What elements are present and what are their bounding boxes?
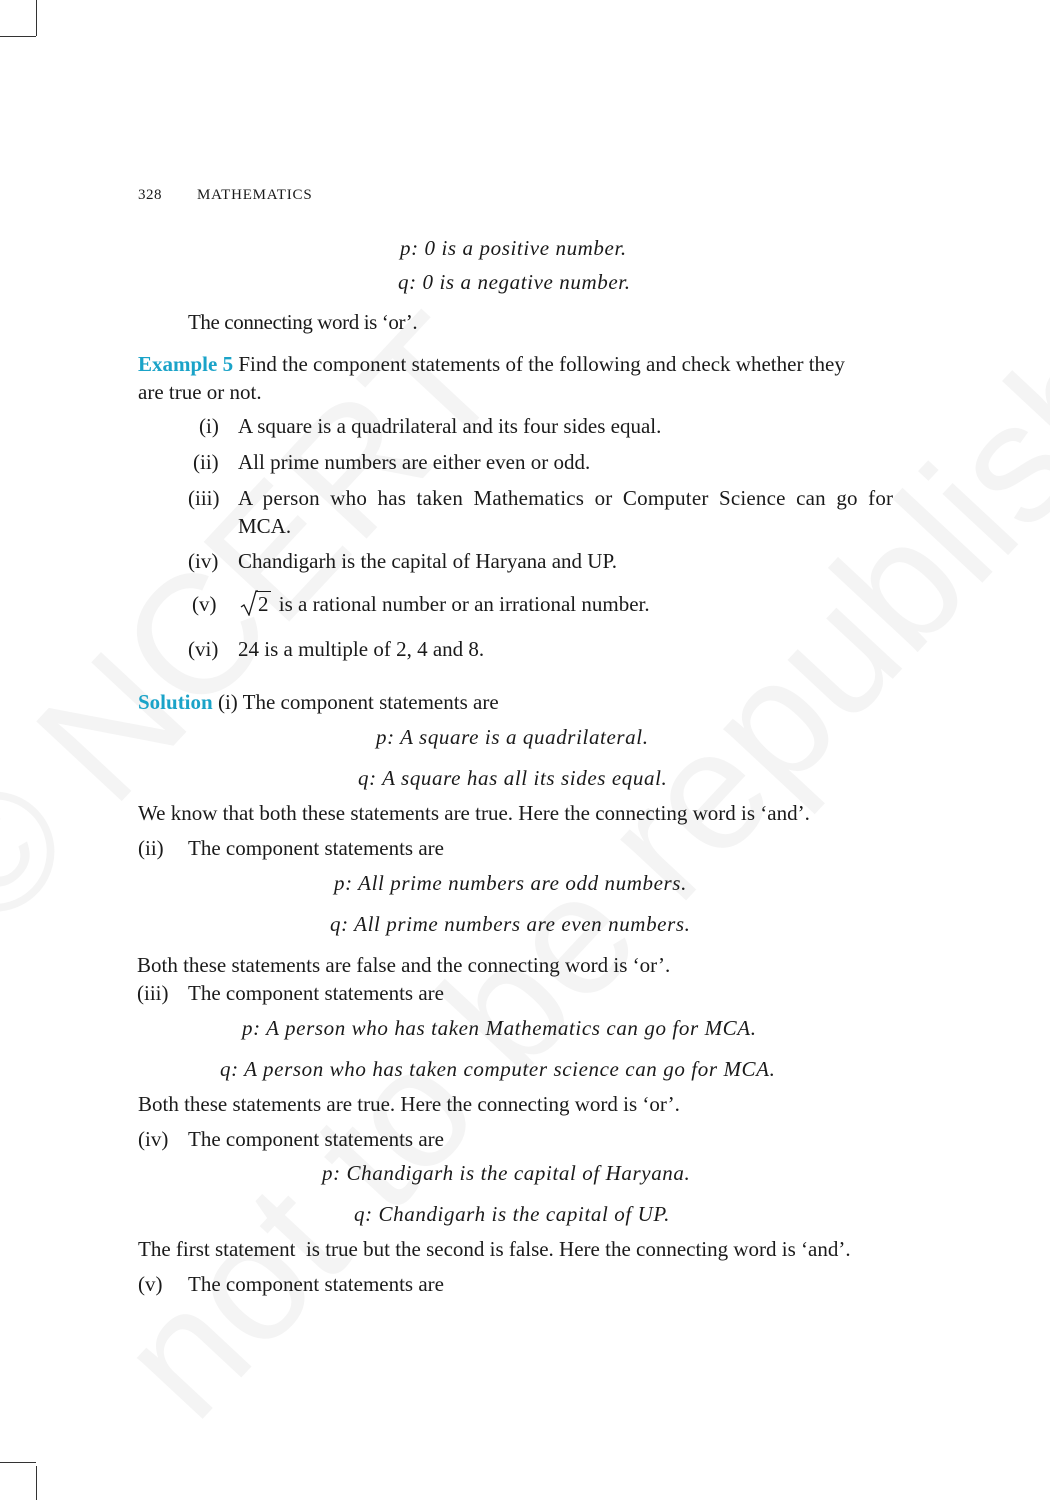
- example-label: Example 5: [138, 352, 234, 376]
- solution-iv-q: q: Chandigarh is the capital of UP.: [354, 1202, 670, 1226]
- example-item-text: 24 is a multiple of 2, 4 and 8.: [238, 637, 485, 661]
- solution-part-number: (iii): [137, 981, 169, 1005]
- example-item-number: (vi): [188, 637, 219, 661]
- example-item-text: is a rational number or an irrational number.: [278, 592, 650, 616]
- solution-iii-conclusion: Both these statements are true. Here the connecting word is ‘or’.: [138, 1092, 680, 1116]
- example-item-text-continued: MCA.: [238, 514, 292, 538]
- solution-iv-p: p: Chandigarh is the capital of Haryana.: [322, 1161, 691, 1185]
- example-item-text: Chandigarh is the capital of Haryana and UP.: [238, 549, 618, 573]
- example-item-number: (i): [199, 414, 219, 438]
- solution-part-number: (v): [138, 1272, 163, 1296]
- example-item-number: (ii): [193, 450, 219, 474]
- solution-part-intro: The component statements are: [188, 1127, 444, 1151]
- crop-mark-top-v: [36, 0, 37, 36]
- solution-part-intro: The component statements are: [188, 836, 444, 860]
- example-item-number: (iii): [188, 486, 220, 510]
- solution-i-conclusion: We know that both these statements are true. Here the connecting word is ‘and’.: [138, 801, 810, 825]
- example-item-text: A person who has taken Mathematics or Computer Science can go for: [238, 486, 894, 510]
- crop-mark-bottom-h: [0, 1462, 36, 1463]
- example-text-line1: Find the component statements of the following and check whether they: [238, 352, 845, 376]
- intro-statement-p: p: 0 is a positive number.: [400, 236, 627, 260]
- solution-label: Solution: [138, 690, 213, 714]
- solution-heading: [138, 690, 499, 715]
- solution-ii-conclusion: Both these statements are false and the connecting word is ‘or’.: [137, 953, 671, 977]
- solution-part-intro: The component statements are: [188, 1272, 444, 1296]
- solution-iii-p: p: A person who has taken Mathematics can go for MCA.: [242, 1016, 757, 1040]
- example-heading: [138, 352, 845, 377]
- solution-ii-p: p: All prime numbers are odd numbers.: [334, 871, 687, 895]
- solution-part-number: (iv): [138, 1127, 169, 1151]
- intro-statement-q: q: 0 is a negative number.: [398, 270, 631, 294]
- solution-i-p: p: A square is a quadrilateral.: [376, 725, 649, 749]
- example-text-line2: are true or not.: [138, 380, 262, 404]
- solution-iv-conclusion: The first statement is true but the second is false. Here the connecting word is ‘and’.: [138, 1237, 851, 1261]
- crop-mark-top-h: [0, 36, 36, 37]
- example-item-text: All prime numbers are either even or odd.: [238, 450, 591, 474]
- solution-iii-q: q: A person who has taken computer science can go for MCA.: [220, 1057, 776, 1081]
- solution-part-number: (ii): [138, 836, 164, 860]
- solution-ii-q: q: All prime numbers are even numbers.: [330, 912, 691, 936]
- solution-i-q: q: A square has all its sides equal.: [358, 766, 668, 790]
- page-number: 328: [138, 187, 162, 203]
- square-root-icon: [240, 590, 258, 616]
- page-header-title: MATHEMATICS: [197, 187, 313, 203]
- example-item-text-sqrt: [240, 592, 650, 617]
- solution-part-intro: The component statements are: [242, 690, 499, 714]
- example-item-number: (v): [192, 592, 217, 616]
- example-item-number: (iv): [188, 549, 219, 573]
- solution-part-number: (i): [217, 690, 238, 714]
- solution-part-intro: The component statements are: [188, 981, 444, 1005]
- example-item-text: A square is a quadrilateral and its four sides equal.: [238, 414, 662, 438]
- intro-connecting-word: The connecting word is ‘or’.: [188, 310, 418, 334]
- radicand: 2: [258, 592, 269, 616]
- crop-mark-bottom-v: [36, 1466, 37, 1500]
